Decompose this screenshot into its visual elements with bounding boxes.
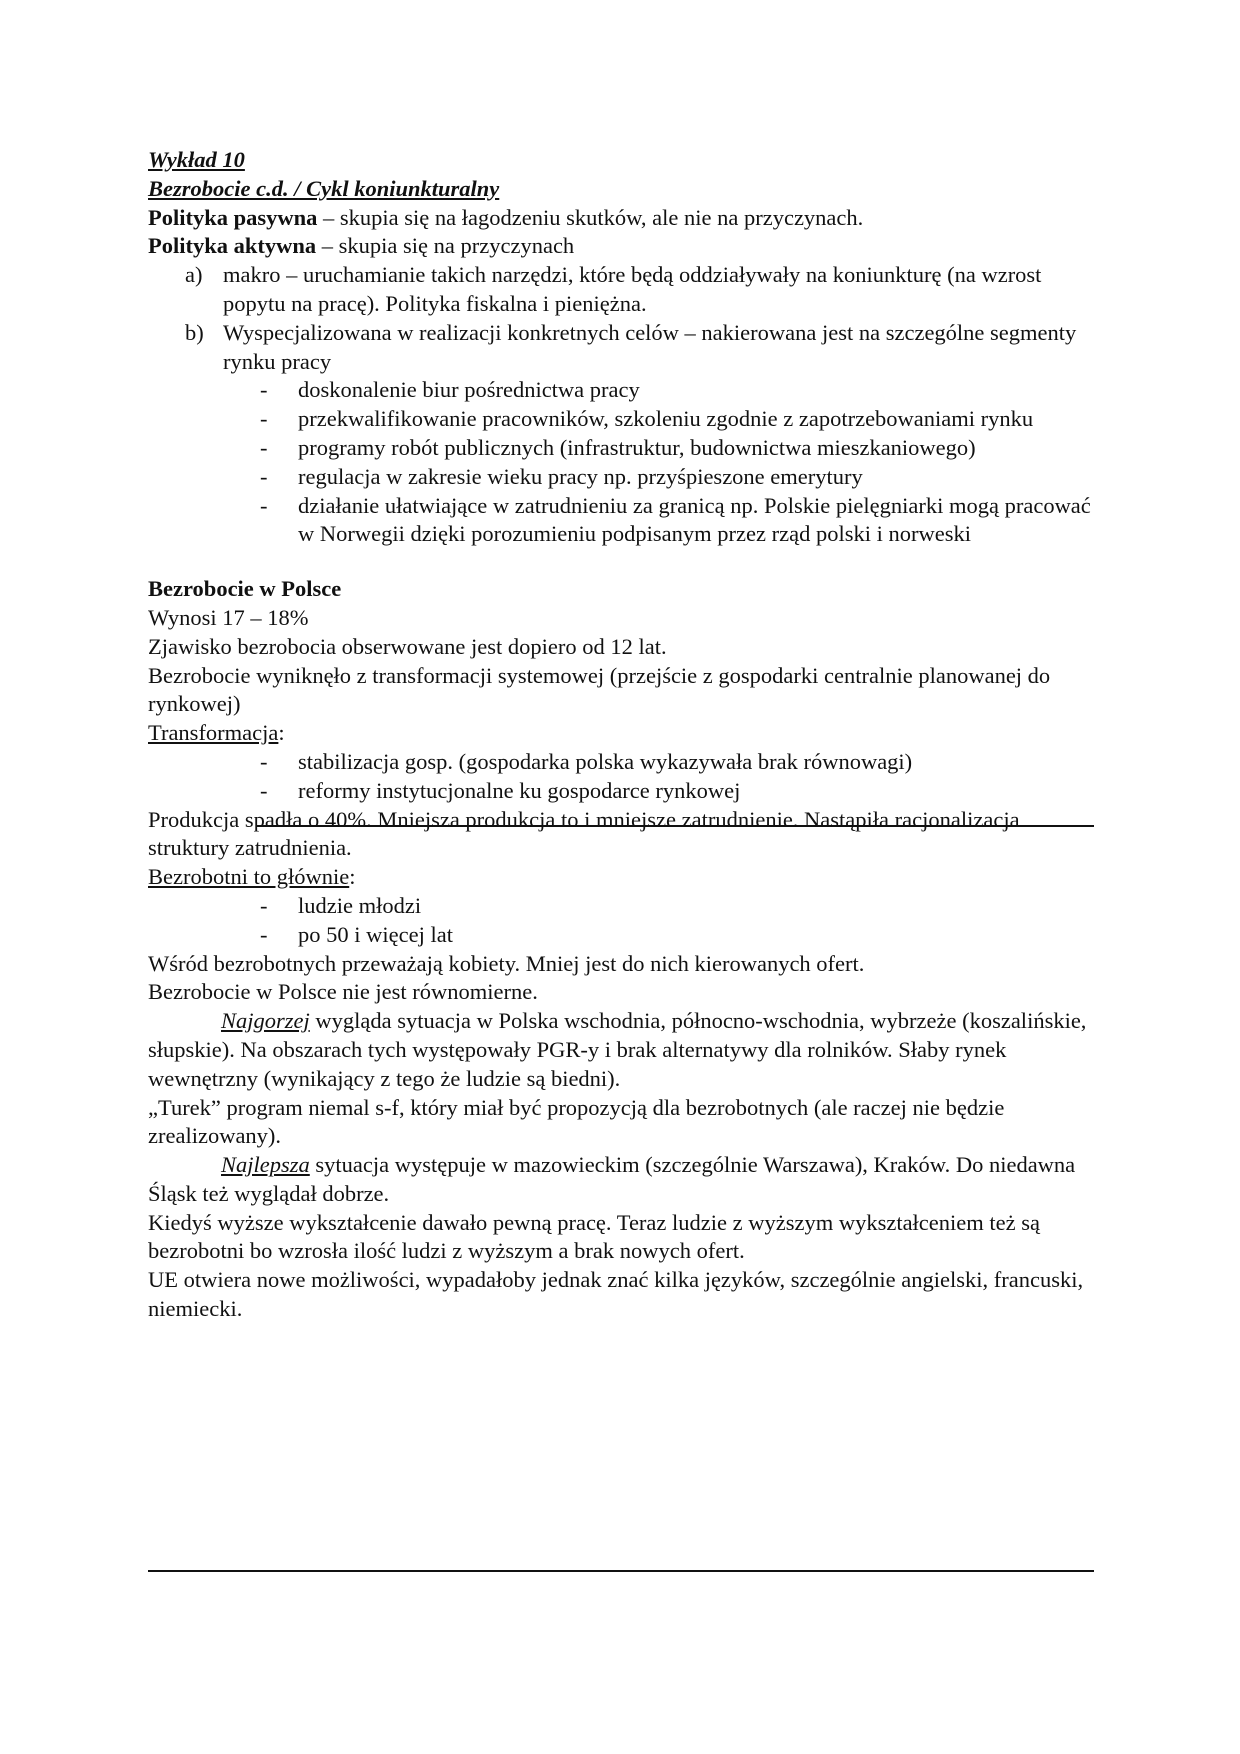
best-label: Najlepsza: [221, 1152, 310, 1178]
lecture-title: Wykład 10: [148, 147, 245, 172]
section-divider: [148, 1570, 1094, 1572]
dash-item: [148, 921, 1094, 950]
worst-paragraph: [148, 1007, 1094, 1093]
document-content: [148, 146, 1094, 1324]
worst-label: Najgorzej: [221, 1008, 310, 1034]
passive-policy-text: – skupia się na łagodzeniu skutków, ale nie na przyczynach.: [317, 204, 864, 230]
unemployed-label: [148, 863, 1094, 892]
passive-policy-label: Polityka pasywna: [148, 204, 318, 230]
dash-item-text: programy robót publicznych (infrastruktur, budownictwa mieszkaniowego): [298, 434, 976, 460]
section-divider: [257, 825, 1094, 827]
women-text: Wśród bezrobotnych przeważają kobiety. Mniej jest do nich kierowanych ofert.: [148, 950, 865, 976]
dash-item-text: reformy instytucjonalne ku gospodarce rynkowej: [298, 777, 741, 803]
origin-text: Bezrobocie wyniknęło z transformacji systemowej (przejście z gospodarki centralnie planowanej do rynkowej): [148, 662, 1051, 717]
worst-text: wygląda sytuacja w Polska wschodnia, północno-wschodnia, wybrzeże (koszalińskie, słupskie). Na obszarach tych występowały PGR-y i brak alternatywy dla rolników. Słaby rynek wewnętrzny (wynikający z tego że ludzie są biedni).: [148, 1008, 1087, 1091]
active-policy-label: Polityka aktywna: [148, 233, 317, 259]
dash-marker: -: [260, 921, 268, 947]
dash-marker: -: [260, 777, 268, 803]
dash-item-text: po 50 i więcej lat: [298, 921, 453, 947]
active-policy-text: – skupia się na przyczynach: [316, 233, 575, 259]
dash-item: [148, 748, 1094, 777]
dash-item: [148, 463, 1094, 492]
list-item-text: Wyspecjalizowana w realizacji konkretnych celów – nakierowana jest na szczególne segmenty rynku pracy: [223, 319, 1077, 374]
dash-item-text: działanie ułatwiające w zatrudnieniu za granicą np. Polskie pielęgniarki mogą pracować w Norwegii dzięki porozumieniu podpisanym przez rząd polski i norweski: [298, 492, 1091, 547]
dash-marker: -: [260, 892, 268, 918]
dash-item: [148, 892, 1094, 921]
dash-item: [148, 492, 1094, 550]
unemployment-rate: Wynosi 17 – 18%: [148, 604, 309, 630]
colon: :: [278, 720, 285, 746]
dash-item: [148, 405, 1094, 434]
dash-item-text: przekwalifikowanie pracowników, szkoleniu zgodnie z zapotrzebowaniami rynku: [298, 406, 1034, 432]
list-marker: b): [185, 319, 204, 345]
dash-item-text: stabilizacja gosp. (gospodarka polska wykazywała brak równowagi): [298, 748, 913, 774]
best-text: sytuacja występuje w mazowieckim (szczególnie Warszawa), Kraków. Do niedawna Śląsk też wyglądał dobrze.: [148, 1152, 1076, 1206]
dash-marker: -: [260, 748, 268, 774]
colon: :: [349, 864, 356, 890]
list-marker: a): [185, 262, 203, 288]
passive-policy: [148, 204, 1094, 233]
uneven-text: Bezrobocie w Polsce nie jest równomierne.: [148, 979, 538, 1005]
active-policy: [148, 232, 1094, 261]
dash-item-text: doskonalenie biur pośrednictwa pracy: [298, 377, 640, 403]
list-item-a: [148, 261, 1094, 319]
dash-item: [148, 777, 1094, 806]
dash-item: [148, 434, 1094, 463]
transformation-label: [148, 719, 1094, 748]
spacer: [148, 549, 1094, 575]
observed-text: Zjawisko bezrobocia obserwowane jest dopiero od 12 lat.: [148, 633, 667, 659]
list-item-text: makro – uruchamianie takich narzędzi, które będą oddziaływały na koniunkturę (na wzrost popytu na pracę). Polityka fiskalna i pieniężna.: [223, 262, 1042, 316]
dash-marker: -: [260, 434, 268, 460]
dash-marker: -: [260, 406, 268, 432]
dash-item-text: regulacja w zakresie wieku pracy np. przyśpieszone emerytury: [298, 463, 863, 489]
dash-marker: -: [260, 463, 268, 489]
poland-heading: Bezrobocie w Polsce: [148, 576, 342, 602]
dash-item: [148, 376, 1094, 405]
dash-marker: -: [260, 492, 268, 518]
best-paragraph: [148, 1151, 1094, 1209]
dash-item-text: ludzie młodzi: [298, 892, 422, 918]
dash-marker: -: [260, 377, 268, 403]
production-text: Produkcja spadła o 40%. Mniejsza produkcja to i mniejsze zatrudnienie. Nastąpiła racjonalizacja struktury zatrudnienia.: [148, 806, 1020, 861]
unemployed-label-text: Bezrobotni to głównie: [148, 864, 350, 890]
eu-text: UE otwiera nowe możliwości, wypadałoby jednak znać kilka języków, szczególnie angielski, francuski, niemiecki.: [148, 1267, 1084, 1322]
lecture-subtitle: Bezrobocie c.d. / Cykl koniunkturalny: [148, 175, 500, 201]
turek-text: „Turek” program niemal s-f, który miał być propozycją dla bezrobotnych (ale raczej nie będzie zrealizowany).: [148, 1094, 1005, 1149]
education-text: Kiedyś wyższe wykształcenie dawało pewną pracę. Teraz ludzie z wyższym wykształceniem też są bezrobotni bo wzrosła ilość ludzi z wyższym a brak nowych ofert.: [148, 1209, 1040, 1264]
list-item-b: [148, 319, 1094, 377]
transformation-label-text: Transformacja: [148, 720, 279, 746]
